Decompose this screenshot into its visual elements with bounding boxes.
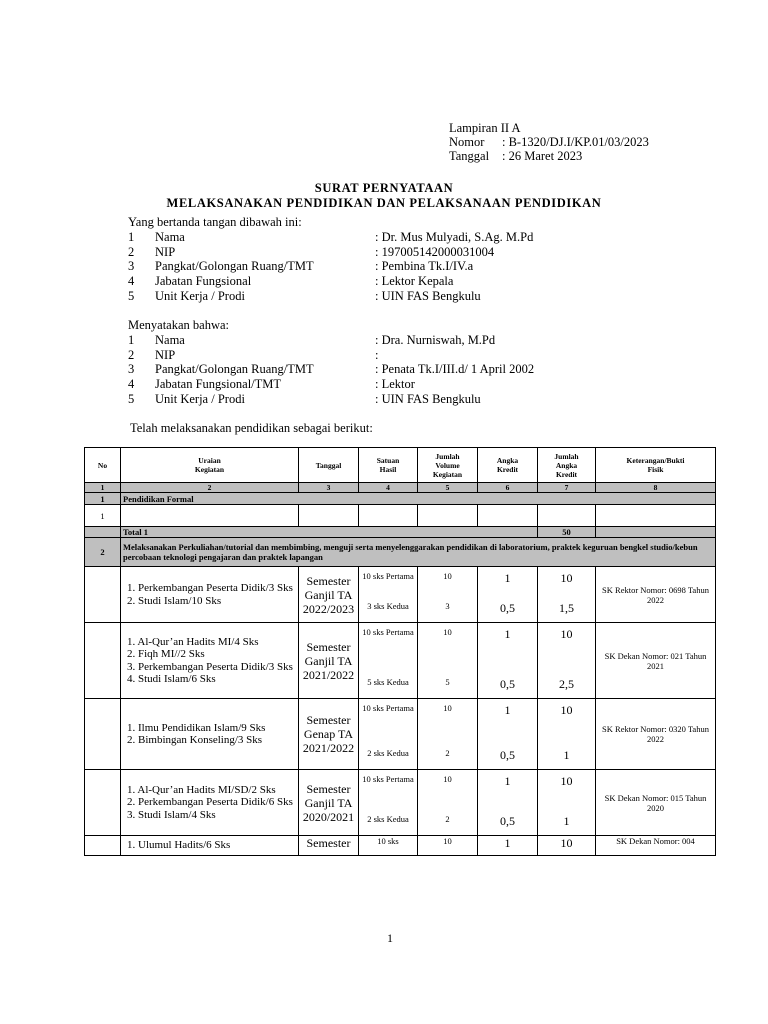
jumlah-angka-cell-b: 2,5 [559, 677, 574, 691]
volume-cell [418, 567, 478, 623]
cell [85, 567, 121, 623]
kegiatan-cell [121, 567, 299, 623]
volume-cell [418, 623, 478, 699]
satuan-cell-a: 10 sks [377, 836, 399, 846]
jumlah-angka-cell-a: 10 [560, 836, 573, 850]
cell [596, 505, 716, 527]
cell [85, 527, 121, 538]
row-no: 1 [85, 505, 121, 527]
header-row [85, 448, 716, 483]
satuan-cell-b: 2 sks Kedua [367, 748, 409, 758]
cell [538, 505, 596, 527]
kegiatan-line: 3. Studi Islam/4 Sks [127, 808, 216, 821]
colnum: 3 [299, 483, 359, 493]
jumlah-angka-cell [538, 623, 596, 699]
list-item-number: 4 [128, 377, 135, 392]
kegiatan-cell [121, 836, 299, 856]
volume-cell-b: 5 [445, 677, 450, 687]
angka-kredit-cell-a: 1 [504, 703, 511, 717]
cell [418, 505, 478, 527]
section-label: Pendidikan Formal [121, 493, 716, 505]
volume-cell-a: 10 [443, 571, 452, 581]
colnum: 8 [596, 483, 716, 493]
activity-table [84, 447, 716, 856]
kegiatan-cell [121, 623, 299, 699]
list-item-label: Unit Kerja / Prodi [155, 391, 245, 406]
table-row [85, 623, 716, 699]
volume-cell [418, 836, 478, 856]
volume-cell-b: 3 [445, 601, 450, 611]
list-item-number: 3 [128, 259, 135, 274]
list-item-number: 2 [128, 244, 135, 259]
list-item-number: 4 [128, 274, 135, 289]
col-header-angka-kredit: Angka Kredit [478, 448, 538, 483]
tanggal-cell: Semester Ganjil TA 2021/2022 [299, 623, 359, 699]
colnum: 6 [478, 483, 538, 493]
kegiatan-line: 1. Perkembangan Peserta Didik/3 Sks [127, 582, 293, 594]
angka-kredit-cell-b: 0,5 [500, 601, 515, 615]
keterangan-cell: SK Dekan Nomor: 004 [596, 836, 716, 856]
cell [299, 505, 359, 527]
kegiatan-line: 1. Al-Qur’an Hadits MI/SD/2 Sks [127, 783, 276, 796]
list-item-number: 1 [128, 333, 135, 347]
keterangan-cell: SK Rektor Nomor: 0698 Tahun 2022 [596, 567, 716, 623]
list-item-value: : Dr. Mus Mulyadi, S.Ag. M.Pd [375, 230, 534, 244]
col-header-jumlah-angka: Jumlah Angka Kredit [538, 448, 596, 483]
tanggal-cell: Semester [299, 836, 359, 856]
kegiatan-line: 2. Fiqh MI//2 Sks [127, 648, 205, 660]
keterangan-cell: SK Rektor Nomor: 0320 Tahun 2022 [596, 699, 716, 770]
satuan-cell-a: 10 sks Pertama [362, 774, 414, 784]
list-item-label: Nama [155, 333, 185, 347]
list-item-value: : Pembina Tk.I/IV.a [375, 259, 474, 274]
signer-intro: Yang bertanda tangan dibawah ini: [128, 215, 302, 229]
angka-kredit-cell-b: 0,5 [500, 677, 515, 691]
jumlah-angka-cell-a: 10 [560, 627, 573, 641]
angka-kredit-cell-a: 1 [504, 571, 511, 585]
volume-cell-a: 10 [443, 774, 452, 784]
keterangan-cell: SK Dekan Nomor: 015 Tahun 2020 [596, 770, 716, 836]
jumlah-angka-cell-a: 10 [560, 774, 573, 788]
list-item-label: Jabatan Fungsional [155, 274, 252, 289]
tanggal-cell: Semester Ganjil TA 2022/2023 [299, 567, 359, 623]
section-row [85, 493, 716, 505]
colnum: 5 [418, 483, 478, 493]
list-item-value: : [375, 347, 379, 362]
list-item-number: 2 [128, 347, 135, 362]
satuan-cell-a: 10 sks Pertama [362, 703, 414, 713]
angka-kredit-cell-b: 0,5 [500, 814, 515, 828]
tanggal-cell: Semester Ganjil TA 2020/2021 [299, 770, 359, 836]
angka-kredit-cell [478, 567, 538, 623]
doc-subtitle: MELAKSANAKAN PENDIDIKAN DAN PELAKSANAAN PENDIDIKAN [166, 196, 602, 210]
total-value: 50 [538, 527, 596, 538]
volume-cell-a: 10 [443, 627, 452, 637]
angka-kredit-cell-a: 1 [504, 627, 511, 641]
colnum: 7 [538, 483, 596, 493]
satuan-cell [359, 770, 418, 836]
col-header-satuan: Satuan Hasil [359, 448, 418, 483]
kegiatan-line: 2. Bimbingan Konseling/3 Sks [127, 734, 263, 746]
jumlah-angka-cell-b: 1 [563, 748, 570, 762]
cell [596, 527, 716, 538]
col-header-tanggal: Tanggal [299, 448, 359, 483]
list-item-value: : Lektor Kepala [375, 274, 454, 289]
angka-kredit-cell-a: 1 [504, 774, 511, 788]
total-label: Total 1 [121, 527, 538, 538]
satuan-cell [359, 567, 418, 623]
cell [478, 505, 538, 527]
total-row [85, 527, 716, 538]
page-number: 1 [387, 931, 393, 945]
angka-kredit-cell [478, 699, 538, 770]
angka-kredit-cell-a: 1 [504, 836, 511, 850]
kegiatan-line: 1. Ulumul Hadits/6 Sks [127, 839, 231, 852]
satuan-cell [359, 699, 418, 770]
cell [85, 699, 121, 770]
list-item-value: : Lektor [375, 377, 415, 392]
list-item-number: 5 [128, 391, 135, 406]
kegiatan-line: 4. Studi Islam/6 Sks [127, 673, 216, 685]
list-item-number: 3 [128, 362, 135, 377]
satuan-cell-a: 10 sks Pertama [362, 571, 414, 581]
list-item-label: Jabatan Fungsional/TMT [155, 377, 282, 392]
kegiatan-cell [121, 770, 299, 836]
list-item-label: NIP [155, 244, 176, 259]
list-item-value: : UIN FAS Bengkulu [375, 288, 481, 303]
volume-cell [418, 699, 478, 770]
kegiatan-line: 1. Al-Qur’an Hadits MI/4 Sks [127, 635, 259, 648]
list-item-value: : Penata Tk.I/III.d/ 1 April 2002 [375, 362, 535, 377]
section-label: Melaksanakan Perkuliahan/tutorial dan membimbing, menguji serta menyelenggarakan pendidikan di laboratorium, praktek keguruan bengkel studio/kebun percobaan teknologi pengajaran dan praktek lapangan [121, 538, 716, 567]
section-no: 2 [85, 538, 121, 567]
cell [85, 836, 121, 856]
colnum: 1 [85, 483, 121, 493]
jumlah-angka-cell-b: 1,5 [559, 601, 574, 615]
jumlah-angka-cell [538, 567, 596, 623]
lead-text: Telah melaksanakan pendidikan sebagai berikut: [130, 421, 373, 435]
volume-cell-b: 2 [445, 748, 450, 758]
tanggal-cell: Semester Genap TA 2021/2022 [299, 699, 359, 770]
cell [85, 623, 121, 699]
jumlah-angka-cell [538, 770, 596, 836]
satuan-cell-b: 5 sks Kedua [367, 677, 409, 687]
cell [85, 770, 121, 836]
subject-intro: Menyatakan bahwa: [128, 318, 230, 332]
nomor-label: Nomor [449, 135, 485, 149]
kegiatan-line: 2. Perkembangan Peserta Didik/6 Sks [127, 796, 293, 809]
satuan-cell [359, 623, 418, 699]
table-row [85, 836, 716, 856]
col-header-uraian: Uraian Kegiatan [121, 448, 299, 483]
colnum: 2 [121, 483, 299, 493]
list-item-label: Pangkat/Golongan Ruang/TMT [155, 259, 314, 274]
kegiatan-line: 3. Perkembangan Peserta Didik/3 Sks [127, 660, 293, 673]
jumlah-angka-cell [538, 836, 596, 856]
table-row [85, 505, 716, 527]
satuan-cell-b: 2 sks Kedua [367, 814, 409, 824]
list-item-number: 5 [128, 288, 135, 303]
doc-title: SURAT PERNYATAAN [314, 181, 454, 195]
colnum: 4 [359, 483, 418, 493]
lampiran-label: Lampiran II A [449, 121, 521, 135]
tanggal-value: : 26 Maret 2023 [502, 149, 583, 163]
kegiatan-line: 2. Studi Islam/10 Sks [127, 594, 222, 607]
nomor-value: : B-1320/DJ.I/KP.01/03/2023 [502, 135, 649, 149]
volume-cell [418, 770, 478, 836]
list-item-label: Unit Kerja / Prodi [155, 288, 245, 303]
list-item-number: 1 [128, 230, 135, 244]
angka-kredit-cell [478, 836, 538, 856]
jumlah-angka-cell-b: 1 [563, 814, 570, 828]
table-row [85, 567, 716, 623]
table-row [85, 770, 716, 836]
list-item-label: Pangkat/Golongan Ruang/TMT [155, 362, 314, 377]
angka-kredit-cell [478, 770, 538, 836]
col-header-keterangan: Keterangan/Bukti Fisik [596, 448, 716, 483]
col-header-jumlah-volume: Jumlah Volume Kegiatan [418, 448, 478, 483]
section-row [85, 538, 716, 567]
list-item-label: NIP [155, 347, 176, 362]
jumlah-angka-cell-a: 10 [560, 571, 573, 585]
volume-cell-a: 10 [443, 703, 452, 713]
column-number-row [85, 483, 716, 493]
section-no: 1 [85, 493, 121, 505]
list-item-value: : 197005142000031004 [375, 244, 495, 259]
satuan-cell [359, 836, 418, 856]
cell [359, 505, 418, 527]
tanggal-label: Tanggal [449, 149, 490, 163]
satuan-cell-b: 3 sks Kedua [367, 601, 409, 611]
kegiatan-line: 1. Ilmu Pendidikan Islam/9 Sks [127, 721, 266, 734]
jumlah-angka-cell-a: 10 [560, 703, 573, 717]
volume-cell-b: 2 [445, 814, 450, 824]
kegiatan-cell [121, 699, 299, 770]
volume-cell-a: 10 [443, 836, 452, 846]
cell [121, 505, 299, 527]
table-row [85, 699, 716, 770]
satuan-cell-a: 10 sks Pertama [362, 627, 414, 637]
col-header-no: No [85, 448, 121, 483]
list-item-value: : UIN FAS Bengkulu [375, 391, 481, 406]
angka-kredit-cell-b: 0,5 [500, 748, 515, 762]
list-item-label: Nama [155, 230, 185, 244]
list-item-value: : Dra. Nurniswah, M.Pd [375, 333, 496, 347]
angka-kredit-cell [478, 623, 538, 699]
keterangan-cell: SK Dekan Nomor: 021 Tahun 2021 [596, 623, 716, 699]
jumlah-angka-cell [538, 699, 596, 770]
